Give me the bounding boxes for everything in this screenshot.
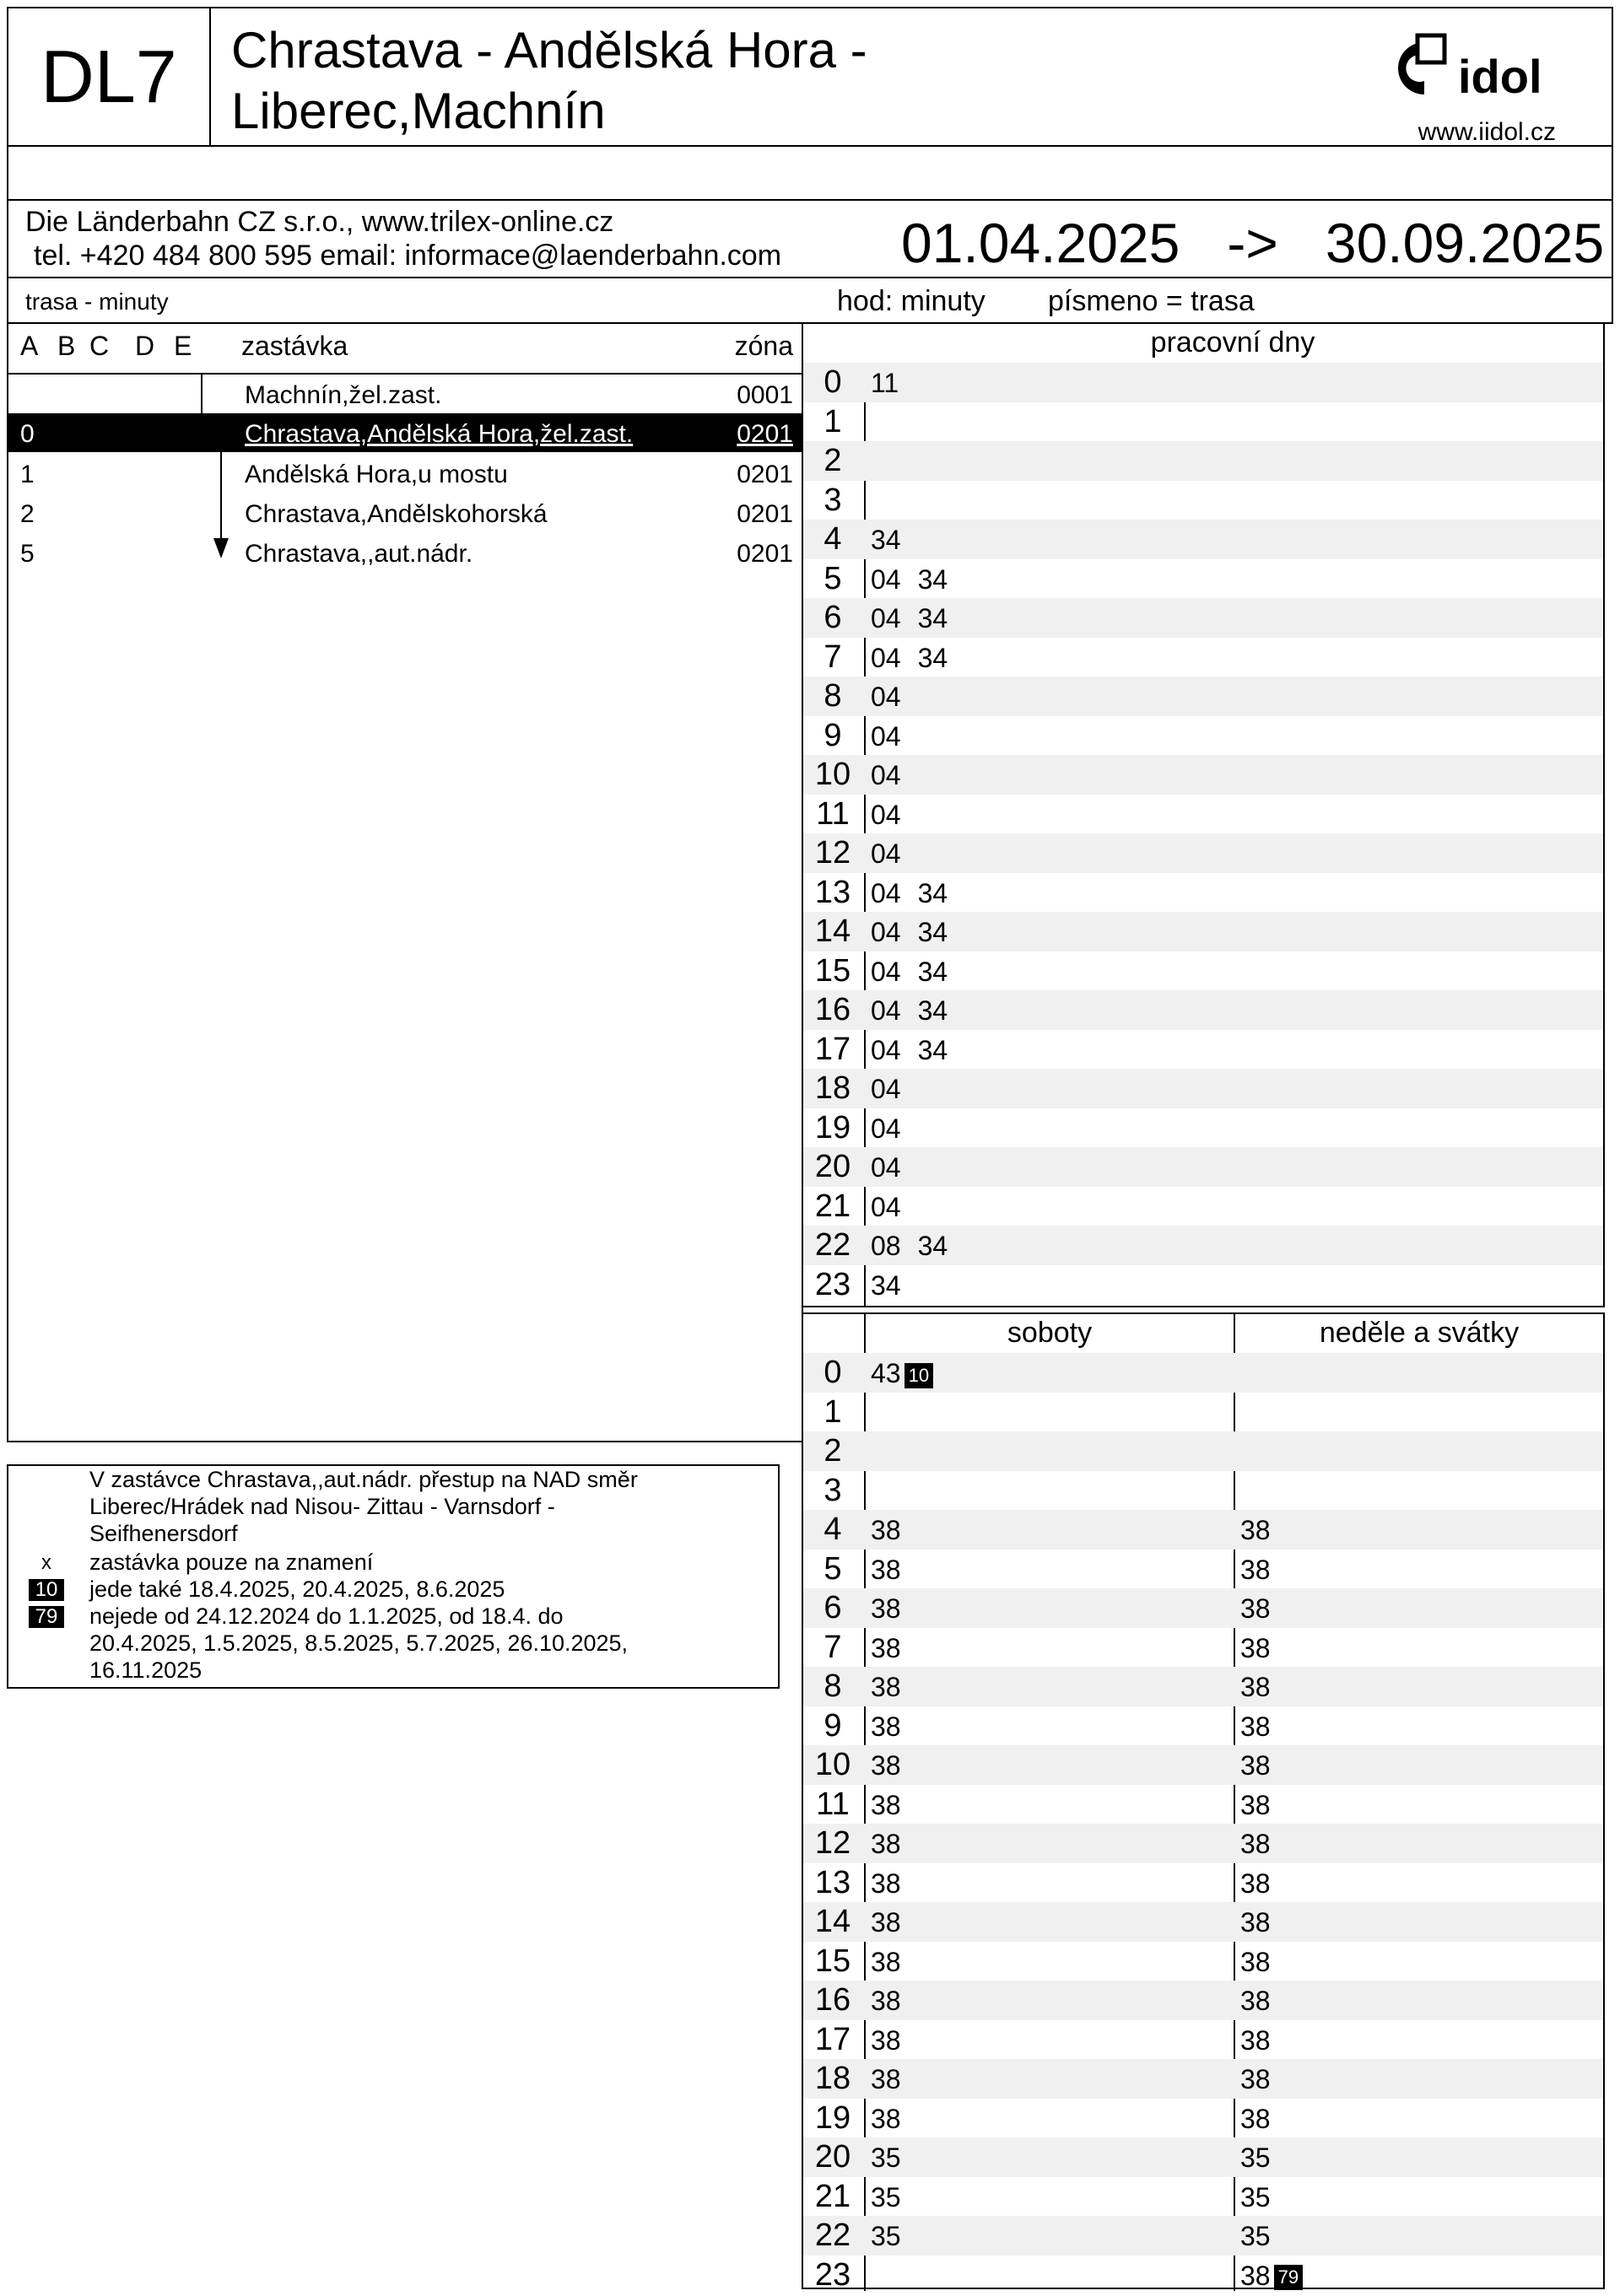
sunday-minutes	[1240, 1785, 1288, 1825]
stop-row[interactable]	[8, 454, 802, 493]
saturday-minutes	[871, 2216, 918, 2256]
timetable-row	[803, 1187, 1603, 1226]
letter-legend: písmeno = trasa	[1048, 285, 1255, 317]
departure-minute[interactable]: 34	[917, 917, 948, 947]
route-letter-c: C	[89, 331, 110, 361]
saturday-minutes	[871, 2059, 918, 2099]
sunday-minutes	[1240, 1510, 1288, 1550]
minutes-cell	[871, 795, 918, 835]
departure-minute[interactable]: 04	[871, 1074, 901, 1104]
timetable-row	[803, 1942, 1603, 1981]
sunday-minutes	[1240, 2216, 1288, 2256]
hour-label: 0	[824, 364, 842, 400]
timetable-row	[803, 1353, 1603, 1393]
hour-label: 21	[814, 2178, 851, 2214]
sunday-minutes	[1240, 2020, 1288, 2061]
saturday-title: soboty	[1007, 1317, 1093, 1349]
weekday-title: pracovní dny	[1150, 326, 1315, 358]
hour-label: 2	[824, 1433, 842, 1469]
trasa-legend: trasa - minuty	[25, 288, 169, 315]
departure-minute[interactable]: 38	[871, 2103, 901, 2134]
departure-minute[interactable]: 04	[871, 995, 901, 1026]
hour-label: 6	[824, 1590, 842, 1625]
route-direction-arrow	[213, 538, 229, 558]
saturday-minutes	[871, 2099, 918, 2139]
weekend-timetable	[802, 1312, 1605, 2293]
operator-contact: tel. +420 484 800 595 email: informace@laenderbahn.com	[34, 240, 782, 272]
logo-url[interactable]: www.iidol.cz	[1418, 118, 1556, 146]
sunday-minutes	[1240, 1942, 1288, 1982]
note-symbol-x: x	[41, 1551, 51, 1574]
note-text: jede také 18.4.2025, 20.4.2025, 8.6.2025	[89, 1576, 505, 1602]
stop-trasa: 0	[20, 420, 35, 448]
minutes-cell	[871, 990, 964, 1031]
minutes-cell	[871, 1226, 964, 1266]
hour-label: 12	[814, 835, 851, 870]
minutes-cell	[871, 755, 918, 795]
timetable-row	[803, 1785, 1603, 1824]
departure-minute[interactable]: 38	[871, 1907, 901, 1938]
sunday-minutes	[1240, 2099, 1288, 2139]
hour-label: 18	[814, 2061, 851, 2096]
timetable-row	[803, 676, 1603, 716]
route-letter-a: A	[20, 331, 39, 361]
minutes-cell	[871, 873, 964, 914]
sunday-minutes	[1240, 1628, 1288, 1668]
departure-minute[interactable]: 04	[871, 603, 901, 633]
departure-minute[interactable]: 38	[1240, 2024, 1271, 2056]
route-letter-b: B	[57, 331, 76, 361]
hour-label: 19	[814, 1109, 851, 1145]
route-line	[220, 450, 222, 540]
sunday-minutes	[1240, 2059, 1288, 2099]
sunday-minutes	[1240, 1706, 1288, 1747]
timetable-row	[803, 598, 1603, 638]
departure-minute[interactable]: 38	[1240, 1672, 1271, 1702]
timetable-row	[803, 833, 1603, 873]
timetable-row	[803, 795, 1603, 834]
hour-label: 22	[814, 1227, 851, 1263]
minutes-cell	[871, 716, 918, 757]
departure-minute[interactable]: 04	[871, 1191, 901, 1222]
timetable-row	[803, 441, 1603, 481]
stop-name: Chrastava,,aut.nádr.	[245, 540, 473, 568]
hour-label: 7	[824, 1629, 842, 1665]
departure-minute[interactable]: 04	[871, 642, 901, 673]
saturday-minutes	[871, 2020, 918, 2061]
departure-minute[interactable]: 43 10	[871, 1358, 950, 1388]
hour-label: 17	[814, 2021, 851, 2057]
minutes-cell	[871, 1147, 918, 1188]
sunday-minutes	[1240, 2137, 1288, 2178]
title-box	[209, 7, 1613, 147]
stop-name: Chrastava,Andělská Hora,žel.zast.	[245, 420, 634, 448]
timetable-row	[803, 1108, 1603, 1148]
departure-minute[interactable]: 38	[1240, 1711, 1271, 1742]
departure-minute[interactable]: 34	[917, 877, 948, 908]
timetable-row	[803, 363, 1603, 402]
hour-label: 4	[824, 1512, 842, 1547]
notes-box	[7, 1464, 780, 1689]
hour-label: 5	[824, 560, 842, 596]
departure-minute[interactable]: 08	[871, 1231, 901, 1261]
valid-from: 01.04.2025	[901, 212, 1180, 274]
stop-zone: 0201	[737, 500, 793, 528]
timetable-row	[803, 1147, 1603, 1187]
departure-minute[interactable]: 04	[871, 1034, 901, 1065]
sunday-minutes	[1240, 1902, 1288, 1943]
minutes-cell	[871, 1030, 964, 1070]
departure-minute[interactable]: 38	[871, 1750, 901, 1781]
timetable-row	[803, 716, 1603, 756]
departure-minute[interactable]: 04	[871, 956, 901, 987]
stop-trasa: 5	[20, 540, 35, 568]
saturday-minutes	[871, 1824, 918, 1864]
sunday-minutes	[1240, 1863, 1288, 1904]
hour-label: 0	[824, 1355, 842, 1390]
timetable-row	[803, 1824, 1603, 1863]
hour-label: 14	[814, 914, 851, 949]
operator-name: Die Länderbahn CZ s.r.o., www.trilex-online.cz	[25, 206, 614, 238]
sunday-minutes	[1240, 1550, 1288, 1590]
hour-label: 3	[824, 1472, 842, 1508]
minutes-cell	[871, 833, 918, 874]
minutes-cell	[871, 638, 964, 678]
departure-minute[interactable]: 34	[917, 995, 948, 1026]
hour-label: 13	[814, 1864, 851, 1900]
departure-minute[interactable]: 38	[1240, 1593, 1271, 1624]
hour-label: 9	[824, 1707, 842, 1744]
stop-trasa: 1	[20, 461, 35, 488]
departure-minute[interactable]: 38	[1240, 1789, 1271, 1820]
hour-label: 11	[816, 1786, 850, 1822]
departure-minute[interactable]: 38	[871, 2064, 901, 2094]
departure-minute[interactable]: 38	[1240, 1946, 1271, 1977]
transfer-note: V zastávce Chrastava,,aut.nádr. přestup na NAD směr Liberec/Hrádek nad Nisou- Zittau - Varnsdorf - Seifhenersdorf	[89, 1467, 638, 1546]
hour-label: 20	[814, 1149, 851, 1184]
saturday-minutes	[871, 1902, 918, 1943]
timetable-row	[803, 481, 1603, 520]
saturday-minutes	[871, 2137, 918, 2178]
departure-minute[interactable]: 34	[917, 603, 948, 633]
hour-label: 10	[814, 757, 851, 792]
timetable-row	[803, 2177, 1603, 2217]
minutes-cell	[871, 676, 918, 717]
departure-minute[interactable]: 38	[871, 1672, 901, 1702]
hour-label: 5	[824, 1550, 842, 1587]
departure-minute[interactable]: 38	[871, 1515, 901, 1545]
stop-zone: 0201	[737, 420, 793, 448]
departure-minute[interactable]: 38	[871, 1986, 901, 2016]
departure-minute[interactable]: 38	[871, 1711, 901, 1742]
saturday-minutes	[871, 1942, 918, 1982]
note-text: nejede od 24.12.2024 do 1.1.2025, od 18.4. do 20.4.2025, 1.5.2025, 8.5.2025, 5.7.2025, 26.10.2025, 16.11.2025	[89, 1603, 629, 1683]
route-letter-e: E	[174, 331, 192, 361]
timetable-row	[803, 1431, 1603, 1471]
note-badge: 79	[1274, 2265, 1303, 2290]
hour-label: 8	[824, 678, 842, 714]
note-symbol-10: 10	[29, 1579, 64, 1601]
hour-label: 16	[814, 992, 851, 1027]
timetable-row	[803, 912, 1603, 951]
timetable-row	[803, 2256, 1603, 2295]
saturday-minutes	[871, 1706, 918, 1747]
minutes-cell	[871, 598, 964, 639]
saturday-minutes	[871, 1981, 918, 2021]
operator-box	[7, 199, 1613, 278]
departure-minute[interactable]: 34	[871, 525, 901, 555]
timetable-row	[803, 1902, 1603, 1942]
hour-label: 4	[824, 521, 842, 557]
departure-minute[interactable]: 38	[871, 1789, 901, 1820]
hour-label: 22	[814, 2218, 851, 2253]
departure-minute[interactable]: 38	[1240, 1515, 1271, 1545]
stop-name: Chrastava,Andělskohorská	[245, 500, 548, 528]
validity-period	[901, 211, 1604, 275]
saturday-minutes	[871, 2177, 918, 2218]
timetable-row	[803, 1226, 1603, 1265]
timetable-row	[803, 2020, 1603, 2060]
sunday-minutes	[1240, 2256, 1336, 2296]
departure-minute[interactable]: 35	[871, 2142, 901, 2173]
timetable-row	[803, 520, 1603, 559]
hour-label: 15	[814, 952, 851, 989]
saturday-minutes	[871, 1353, 967, 1393]
departure-minute[interactable]: 38	[871, 1554, 901, 1585]
departure-minute[interactable]: 38	[871, 1868, 901, 1899]
departure-minute[interactable]: 35	[871, 2221, 901, 2251]
timetable-row	[803, 1628, 1603, 1668]
timetable-row	[803, 1265, 1603, 1305]
timetable-row	[803, 1510, 1603, 1550]
hour-label: 2	[824, 443, 842, 478]
stop-column-header: zastávka	[241, 331, 348, 361]
departure-minute[interactable]: 38	[1240, 1632, 1271, 1663]
note-text: zastávka pouze na znamení	[89, 1550, 374, 1575]
sunday-title: neděle a svátky	[1319, 1317, 1520, 1349]
departure-minute[interactable]: 38	[1240, 2103, 1271, 2134]
stop-row-current[interactable]	[8, 413, 802, 452]
hour-label: 17	[814, 1031, 851, 1067]
valid-to: 30.09.2025	[1325, 212, 1605, 274]
departure-minute[interactable]: 35	[1240, 2142, 1271, 2173]
minutes-cell	[871, 912, 964, 952]
saturday-minutes	[871, 1863, 918, 1904]
valid-arrow: ->	[1227, 212, 1278, 274]
departure-minute[interactable]: 38	[1240, 1907, 1271, 1938]
hour-label: 3	[824, 482, 842, 518]
saturday-minutes	[871, 1785, 918, 1825]
route-panel	[7, 322, 803, 1442]
minutes-cell	[871, 1069, 918, 1109]
sunday-minutes	[1240, 2177, 1288, 2218]
sunday-minutes	[1240, 1588, 1288, 1629]
timetable-row	[803, 951, 1603, 991]
departure-minute[interactable]: 34	[917, 642, 948, 673]
departure-minute[interactable]: 04	[871, 877, 901, 908]
blank-row	[7, 145, 1613, 201]
departure-minute[interactable]: 04	[871, 682, 901, 712]
weekday-timetable	[802, 322, 1605, 1307]
departure-minute[interactable]: 34	[917, 956, 948, 987]
hour-label: 20	[814, 2139, 851, 2175]
stop-zone: 0201	[737, 461, 793, 488]
minutes-cell	[871, 951, 964, 992]
note-symbol-79: 79	[29, 1606, 64, 1628]
hour-label: 7	[824, 639, 842, 675]
minutes-cell	[871, 520, 918, 560]
departure-minute[interactable]: 38	[871, 1829, 901, 1859]
hour-label: 6	[824, 600, 842, 635]
stop-name: Machnín,žel.zast.	[245, 381, 442, 409]
minutes-cell	[871, 1265, 918, 1306]
hour-label: 9	[824, 717, 842, 753]
departure-minute[interactable]: 38	[1240, 1554, 1271, 1585]
departure-minute[interactable]: 38	[871, 1946, 901, 1977]
hour-label: 23	[814, 2256, 851, 2293]
timetable-row	[803, 1863, 1603, 1903]
departure-minute[interactable]: 35	[1240, 2181, 1271, 2212]
departure-minute[interactable]: 11	[871, 368, 899, 398]
timetable-row	[803, 1393, 1603, 1432]
hour-label: 11	[816, 795, 850, 832]
departure-minute[interactable]: 38	[1240, 1868, 1271, 1899]
hour-label: 19	[814, 2099, 851, 2136]
departure-minute[interactable]: 04	[871, 1113, 901, 1144]
timetable-row	[803, 990, 1603, 1030]
timetable-row	[803, 1069, 1603, 1108]
hour-label: 10	[814, 1747, 851, 1782]
timetable-row	[803, 1550, 1603, 1589]
sunday-minutes	[1240, 1824, 1288, 1864]
departure-minute[interactable]: 38 79	[1240, 2261, 1320, 2291]
timetable-row	[803, 638, 1603, 677]
sunday-minutes	[1240, 1981, 1288, 2021]
stop-row[interactable]	[8, 493, 802, 532]
timetable-row	[803, 1706, 1603, 1746]
legend-row	[7, 277, 1613, 324]
hour-label: 23	[814, 1266, 851, 1302]
stop-name: Andělská Hora,u mostu	[245, 461, 508, 488]
hour-label: 16	[814, 1982, 851, 2018]
departure-minute[interactable]: 38	[871, 1593, 901, 1624]
hour-label: 14	[814, 1904, 851, 1939]
timetable-row	[803, 1030, 1603, 1070]
departure-minute[interactable]: 38	[1240, 2064, 1271, 2094]
idol-logo	[1384, 30, 1578, 106]
line-number-box	[7, 7, 211, 147]
departure-minute[interactable]: 04	[871, 760, 901, 790]
hour-label: 18	[814, 1070, 851, 1106]
departure-minute[interactable]: 34	[917, 1231, 948, 1261]
departure-minute[interactable]: 35	[871, 2181, 901, 2212]
saturday-minutes	[871, 1588, 918, 1629]
departure-minute[interactable]: 04	[871, 917, 901, 947]
timetable-row	[803, 2216, 1603, 2256]
minutes-cell	[871, 1108, 918, 1149]
departure-minute[interactable]: 38	[871, 1632, 901, 1663]
timetable-row	[803, 559, 1603, 599]
departure-minute[interactable]: 35	[1240, 2221, 1271, 2251]
hour-legend: hod: minuty	[837, 285, 986, 317]
minutes-cell	[871, 559, 964, 600]
hour-label: 1	[824, 1393, 842, 1430]
timetable-row	[803, 873, 1603, 913]
departure-minute[interactable]: 34	[917, 1034, 948, 1065]
departure-minute[interactable]: 34	[871, 1269, 901, 1301]
timetable-row	[803, 1667, 1603, 1706]
route-line	[201, 375, 202, 413]
timetable-row	[803, 1981, 1603, 2020]
saturday-minutes	[871, 1550, 918, 1590]
stop-row[interactable]	[8, 375, 802, 413]
timetable-row	[803, 1745, 1603, 1785]
hour-label: 21	[814, 1188, 851, 1224]
timetable-row	[803, 402, 1603, 442]
saturday-minutes	[871, 1510, 918, 1550]
departure-minute[interactable]: 38	[1240, 1829, 1271, 1859]
timetable-row	[803, 2099, 1603, 2138]
route-letter-d: D	[135, 331, 155, 361]
hour-label: 12	[814, 1825, 851, 1861]
saturday-minutes	[871, 1667, 918, 1707]
minutes-cell	[871, 363, 915, 403]
hour-label: 13	[814, 874, 851, 910]
departure-minute[interactable]: 04	[871, 799, 901, 830]
route-title: Chrastava - Andělská Hora - Liberec,Machnín	[231, 22, 867, 139]
stop-row[interactable]	[8, 533, 802, 572]
note-badge: 10	[904, 1363, 933, 1388]
departure-minute[interactable]: 38	[1240, 1750, 1271, 1781]
stop-trasa: 2	[20, 500, 35, 528]
stop-zone: 0201	[737, 540, 793, 568]
timetable-row	[803, 2059, 1603, 2099]
timetable-row	[803, 1588, 1603, 1628]
hour-label: 1	[824, 403, 842, 439]
saturday-minutes	[871, 1745, 918, 1786]
timetable-row	[803, 2137, 1603, 2177]
hour-label: 15	[814, 1943, 851, 1979]
zone-column-header: zóna	[734, 331, 793, 361]
saturday-minutes	[871, 1628, 918, 1668]
departure-minute[interactable]: 04	[871, 563, 901, 595]
logo-wordmark: idol	[1458, 50, 1542, 103]
departure-minute[interactable]: 38	[1240, 1986, 1271, 2016]
departure-minute[interactable]: 04	[871, 720, 901, 752]
sunday-minutes	[1240, 1667, 1288, 1707]
stop-zone: 0001	[737, 381, 793, 409]
line-number: DL7	[40, 35, 177, 118]
timetable-row	[803, 755, 1603, 795]
minutes-cell	[871, 1187, 918, 1227]
departure-minute[interactable]: 34	[917, 563, 948, 595]
departure-minute[interactable]: 04	[871, 838, 901, 869]
sunday-minutes	[1240, 1745, 1288, 1786]
timetable-row	[803, 1471, 1603, 1511]
departure-minute[interactable]: 04	[871, 1152, 901, 1183]
departure-minute[interactable]: 38	[871, 2024, 901, 2056]
hour-label: 8	[824, 1668, 842, 1704]
